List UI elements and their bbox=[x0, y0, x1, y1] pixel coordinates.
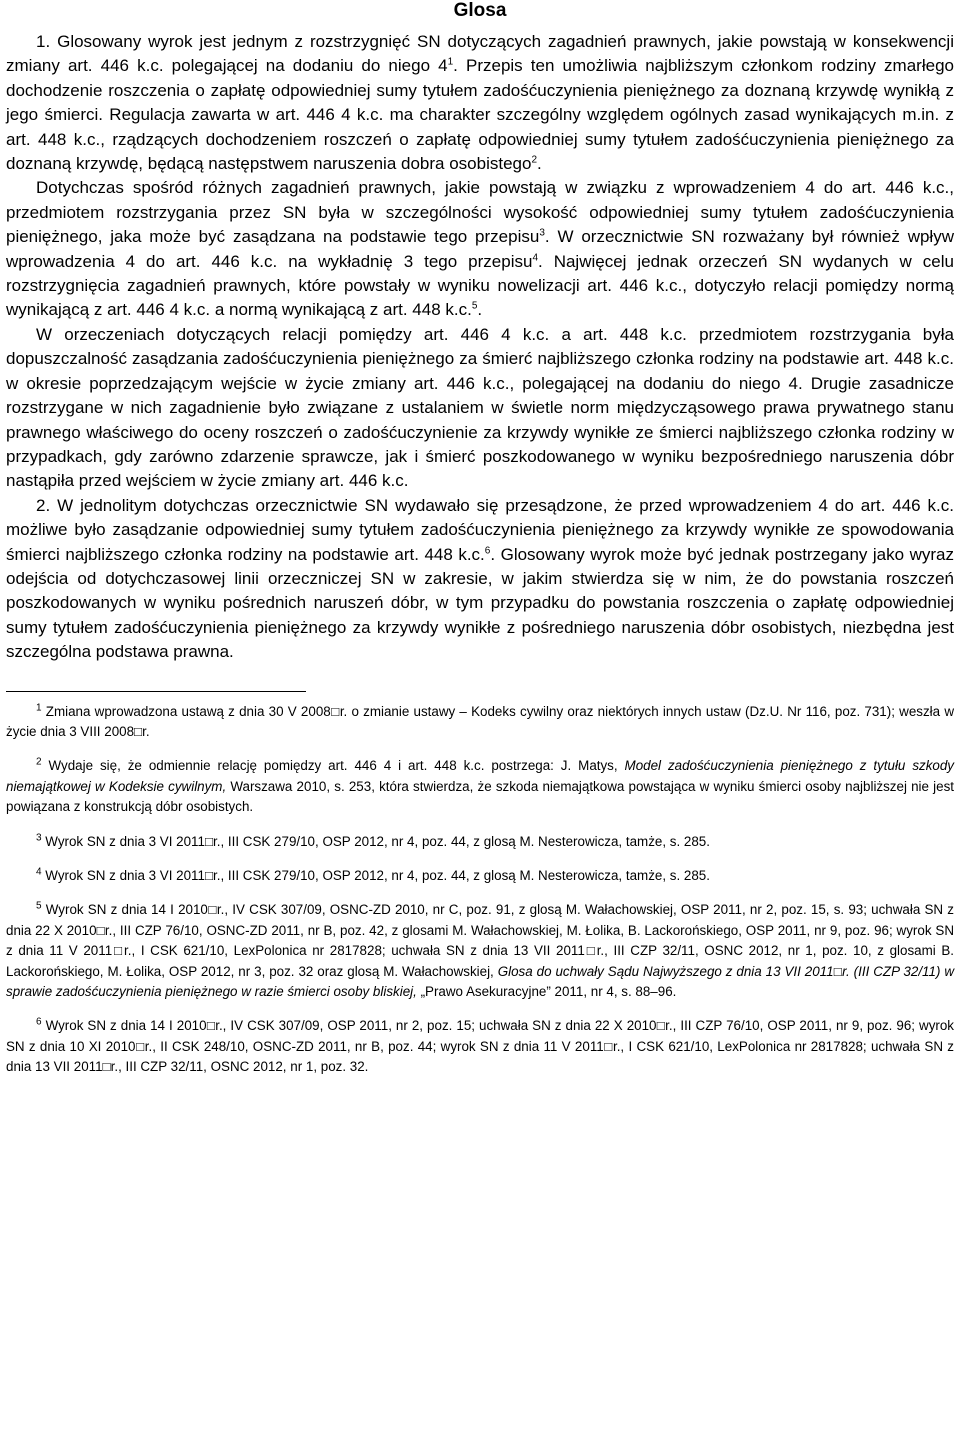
paragraph-2-text-b: . W orzecznictwie SN rozważany był również wpływ wprowadzenia 4 do art. 446 k.c. na wykładnię 3 tego przepisu bbox=[6, 227, 954, 271]
document-body bbox=[0, 30, 960, 665]
footnote-ref-5[interactable]: 5 bbox=[471, 300, 478, 312]
paragraph-2-text-a: Dotychczas spośród różnych zagadnień prawnych, jakie powstają w związku z wprowadzeniem 4 do art. 446 k.c., przedmiotem rozstrzygania przez SN była w szczególności wysokość odpowiedniej sumy tytułem zadośćuczynienia pieniężnego, jaka może być zasądzana na podstawie tego przepisu bbox=[6, 178, 954, 247]
footnote-citation-title: Glosa do uchwały Sądu Najwyższego z dnia 13 VII 2011□r. (III CZP 32/11) w sprawie zadośćuczynienia pieniężnego w razie śmierci osoby bliskiej, bbox=[6, 963, 955, 1000]
footnote-ref-2[interactable]: 2 bbox=[531, 154, 538, 166]
footnote-text: Wyrok SN z dnia 14 I 2010□r., IV CSK 307/09, OSP 2011, nr 2, poz. 15; uchwała SN z dnia 22 X 2010□r., III CZP 76/10, OSP 2011, nr 9, poz. 96; wyrok SN z dnia 10 XI 2010□r., II CSK 248/10, OSNC-ZD 2011, nr B, poz. 44; wyrok SN z dnia 11 V 2011□r., I CSK 621/10, LexPolonica nr 2817828; uchwała SN z dnia 13 VII 2011□r., III CZP 32/11, OSNC 2012, nr 1, poz. 32. bbox=[6, 1018, 954, 1075]
paragraph-1-text-c: . bbox=[537, 154, 542, 174]
paragraph-1 bbox=[6, 30, 954, 176]
paragraph-3-text: W orzeczeniach dotyczących relacji pomiędzy art. 446 4 k.c. a art. 448 k.c. przedmiotem rozstrzygania była dopuszczalność zasądzania zadośćuczynienia pieniężnego za śmierć najbliższego członka rodziny na podstawie art. 448 k.c. w okresie poprzedzającym wejście w życie zmiany art. 446 k.c., polegającej na dodaniu do niego 4. Drugie zasadnicze rozstrzygane w nich zagadnienie było związane z ustalaniem w świetle norm międzycząsowego prawa prywatnego stanu prawnego właściwego do oceny roszczeń o zadośćuczynienie za krzywdy wynikłe ze śmierci najbliższego członka rodziny w przypadkach, gdy zarówno zdarzenie sprawcze, jak i śmierć poszkodowanego w wyniku bezpośredniego naruszenia dóbr nastąpiła przed wejściem w życie zmiany art. 446 k.c. bbox=[6, 324, 954, 491]
footnote-ref-3[interactable]: 3 bbox=[539, 227, 545, 239]
footnote-ref-4[interactable]: 4 bbox=[532, 252, 538, 263]
footnotes bbox=[0, 702, 960, 1078]
footnote-1 bbox=[6, 702, 954, 743]
paragraph-2 bbox=[6, 176, 954, 322]
footnote-text: Wyrok SN z dnia 3 VI 2011□r., III CSK 279/10, OSP 2012, nr 4, poz. 44, z glosą M. Nesterowicza, tamże, s. 285. bbox=[45, 868, 710, 883]
footnote-number: 3 bbox=[36, 832, 42, 844]
footnote-3 bbox=[6, 832, 954, 852]
paragraph-1-text-a: 1. Glosowany wyrok jest jednym z rozstrzygnięć SN dotyczących zagadnień prawnych, jakie powstają w konsekwencji zmiany art. 446 k.c. polegającej na dodaniu do niego 4 bbox=[6, 32, 954, 76]
footnote-number: 4 bbox=[36, 866, 42, 878]
footnote-citation-title: Model zadośćuczynienia pieniężnego z tytułu szkody niemajątkowej w Kodeksie cywilnym, bbox=[6, 758, 954, 794]
footnote-text-pre: Wyrok SN z dnia 14 I 2010□r., IV CSK 307/09, OSNC-ZD 2010, nr C, poz. 91, z glosą M. Wałachowskiej, OSP 2011, nr 2, poz. 15, s. 93; uchwała SN z dnia 22 X 2010□r., III CZP 76/10, OSNC-ZD 2011, nr B, poz. 42, z glosami M. Wałachowskiej, M. Łolika, B. Lackorońskiego, OSP 2011, nr 9, poz. 96; wyrok SN z dnia 11 V 2011□r., I CSK 621/10, LexPolonica nr 2817828; uchwała SN z dnia 13 VII 2011□r., III CZP 32/11, OSNC 2012, nr 1, poz. 10, z glosami B. Lackorońskiego, M. Łolika, OSP 2012, nr 3, poz. 32 oraz glosą M. Wałachowskiej, bbox=[6, 902, 954, 979]
paragraph-4-text-b: . Glosowany wyrok może być jednak postrzegany jako wyraz odejścia od dotychczasowej linii orzeczniczej SN w zakresie, w jakim stwierdza się w nim, że do powstania roszczeń poszkodowanych w wyniku pośrednich naruszeń dóbr, w tym przypadku do powstania roszczenia o zapłatę odpowiedniej sumy tytułem zadośćuczynienia pieniężnego za krzywdy wynikłe z pośredniego naruszenia dóbr osobistych, niezbędna jest szczególna podstawa prawna. bbox=[6, 544, 955, 662]
footnote-text-post: Warszawa 2010, s. 253, która stwierdza, że szkoda niemajątkowa powstająca w wyniku śmierci osoby najbliższej nie jest powiązana z konstrukcją dóbr osobistych. bbox=[6, 778, 954, 815]
footnote-6 bbox=[6, 1016, 954, 1077]
paragraph-4 bbox=[6, 494, 954, 665]
footnote-separator bbox=[6, 691, 306, 692]
footnote-ref-6[interactable]: 6 bbox=[484, 544, 491, 556]
paragraph-2-text-d: . bbox=[477, 300, 483, 320]
footnote-number: 6 bbox=[36, 1016, 42, 1028]
document-title: Glosa bbox=[453, 0, 507, 21]
paragraph-1-text-b: . Przepis ten umożliwia najbliższym członkom rodziny zmarłego dochodzenie roszczenia o zapłatę odpowiedniej sumy tytułem zadośćuczynienia pieniężnego za doznaną krzywdę wynikłą z jego śmierci. Regulacja zawarta w art. 446 4 k.c. ma charakter szczególny względem ogólnych zasad wynikających m.in. z art. 448 k.c., rządzących dochodzeniem roszczeń o zapłatę odpowiedniej sumy tytułem zadośćuczynienia pieniężnego za doznaną krzywdę, będącą następstwem naruszenia dobra osobistego bbox=[6, 56, 954, 174]
footnote-2 bbox=[6, 756, 954, 817]
footnote-number: 5 bbox=[36, 900, 42, 912]
paragraph-2-text-c: . Najwięcej jednak orzeczeń SN wydanych w celu rozstrzygnięcia zagadnień prawnych, które powstały w wyniku nowelizacji art. 446 k.c., dotyczyło relacji pomiędzy normą wynikającą z art. 446 4 k.c. a normą wynikającą z art. 448 k.c. bbox=[6, 251, 954, 320]
footnote-text: Zmiana wprowadzona ustawą z dnia 30 V 2008□r. o zmianie ustawy – Kodeks cywilny oraz niektórych innych ustaw (Dz.U. Nr 116, poz. 731); weszła w życie dnia 3 VIII 2008□r. bbox=[6, 703, 954, 739]
footnote-number: 1 bbox=[36, 702, 42, 714]
paragraph-3 bbox=[6, 323, 954, 494]
footnote-5 bbox=[6, 900, 954, 1002]
footnote-text: Wyrok SN z dnia 3 VI 2011□r., III CSK 279/10, OSP 2012, nr 4, poz. 44, z glosą M. Nesterowicza, tamże, s. 285. bbox=[45, 833, 710, 849]
footnote-number: 2 bbox=[36, 756, 42, 768]
footnote-ref-1[interactable]: 1 bbox=[447, 56, 454, 68]
footnote-text-pre: Wydaje się, że odmiennie relację pomiędzy art. 446 4 i art. 448 k.c. postrzega: J. Matys, bbox=[48, 758, 625, 774]
footnote-4 bbox=[6, 866, 954, 886]
paragraph-4-text-a: 2. W jednolitym dotychczas orzecznictwie SN wydawało się przesądzone, że przed wprowadzeniem 4 do art. 446 k.c. możliwe było zasądzanie odpowiedniej sumy tytułem zadośćuczynienia pieniężnego za krzywdy wynikłe ze spowodowania śmierci najbliższego członka rodziny na podstawie art. 448 k.c. bbox=[6, 495, 954, 564]
footnote-text-post: „Prawo Asekuracyjne” 2011, nr 4, s. 88–96. bbox=[416, 984, 677, 1000]
